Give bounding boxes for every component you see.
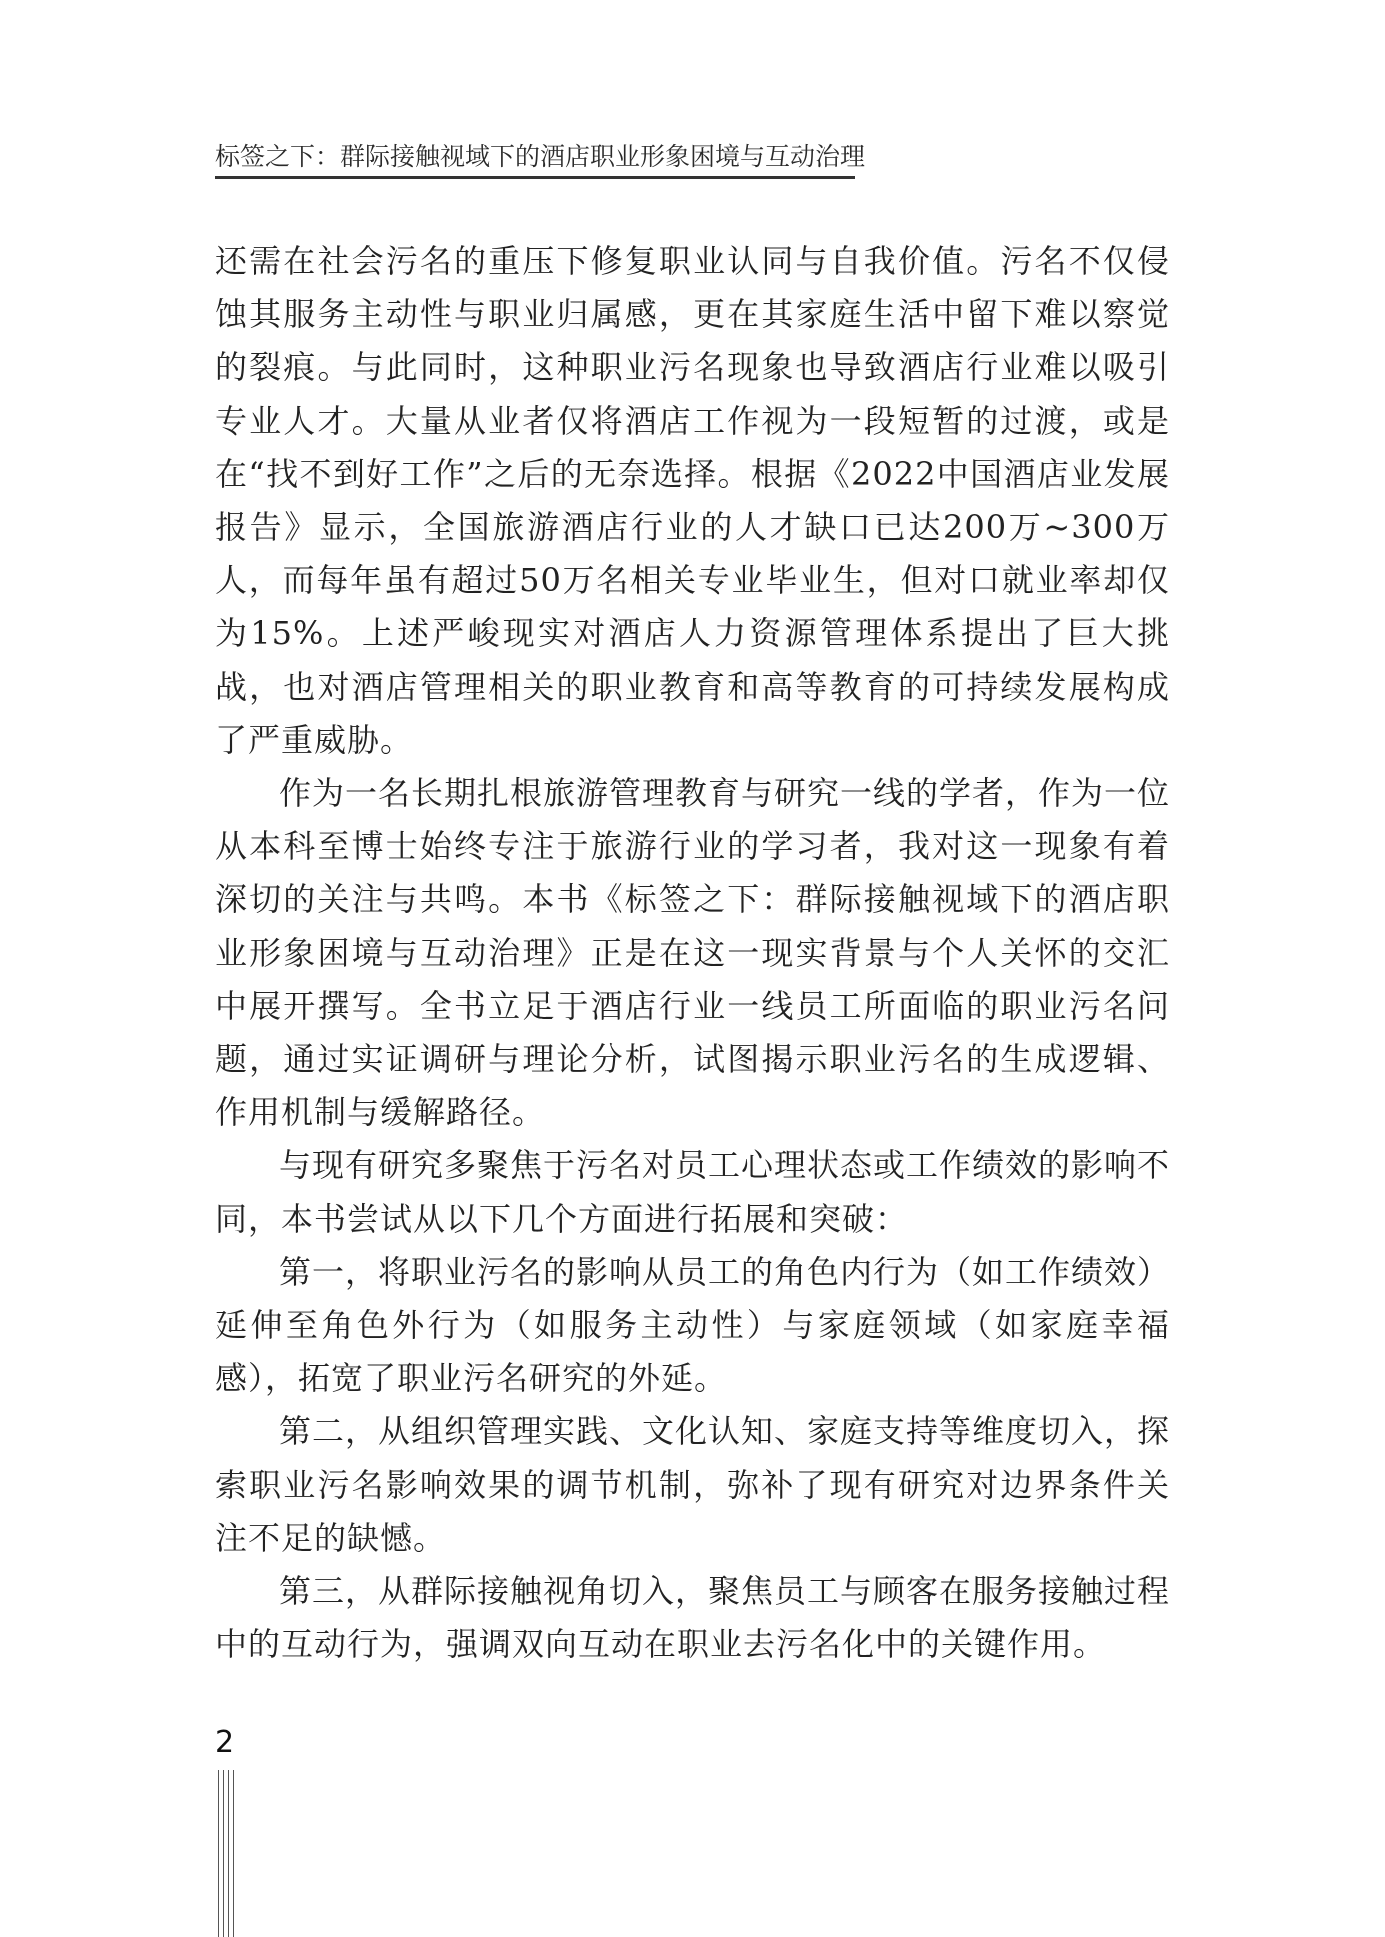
paragraph-1: 还需在社会污名的重压下修复职业认同与自我价值。污名不仅侵蚀其服务主动性与职业归属感，更在其家庭生活中留下难以察觉的裂痕。与此同时，这种职业污名现象也导致酒店行业难以吸引专业人才。大量从业者仅将酒店工作视为一段短暂的过渡，或是在“找不到好工作”之后的无奈选择。根据《2022中国酒店业发展报告》显示，全国旅游酒店行业的人才缺口已达200万~300万人，而每年虽有超过50万名相关专业毕业生，但对口就业率却仅为15%。上述严峻现实对酒店人力资源管理体系提出了巨大挑战，也对酒店管理相关的职业教育和高等教育的可持续发展构成了严重威胁。 [215, 242, 1170, 759]
page-number: 2 [215, 1725, 235, 1760]
body-text [215, 235, 1170, 1671]
paragraph-4: 第一，将职业污名的影响从员工的角色内行为（如工作绩效）延伸至角色外行为（如服务主动性）与家庭领域（如家庭幸福感），拓宽了职业污名研究的外延。 [215, 1252, 1171, 1398]
margin-rule-line [228, 1770, 229, 1937]
margin-rule-line [218, 1770, 219, 1937]
paragraph-5: 第二，从组织管理实践、文化认知、家庭支持等维度切入，探索职业污名影响效果的调节机制，弥补了现有研究对边界条件关注不足的缺憾。 [215, 1412, 1171, 1557]
paragraph-2: 作为一名长期扎根旅游管理教育与研究一线的学者，作为一位从本科至博士始终专注于旅游行业的学习者，我对这一现象有着深切的关注与共鸣。本书《标签之下：群际接触视域下的酒店职业形象困境与互动治理》正是在这一现实背景与个人关怀的交汇中展开撰写。全书立足于酒店行业一线员工所面临的职业污名问题，通过实证调研与理论分析，试图揭示职业污名的生成逻辑、作用机制与缓解路径。 [215, 774, 1171, 1132]
paragraph-3: 与现有研究多聚焦于污名对员工心理状态或工作绩效的影响不同，本书尝试从以下几个方面进行拓展和突破： [215, 1146, 1171, 1238]
margin-rule-line [233, 1770, 234, 1937]
running-header: 标签之下：群际接触视域下的酒店职业形象困境与互动治理 [215, 140, 855, 179]
paragraph-6: 第三，从群际接触视角切入，聚焦员工与顾客在服务接触过程中的互动行为，强调双向互动在职业去污名化中的关键作用。 [215, 1572, 1171, 1664]
margin-rule-line [223, 1770, 224, 1937]
margin-rules [218, 1770, 236, 1937]
